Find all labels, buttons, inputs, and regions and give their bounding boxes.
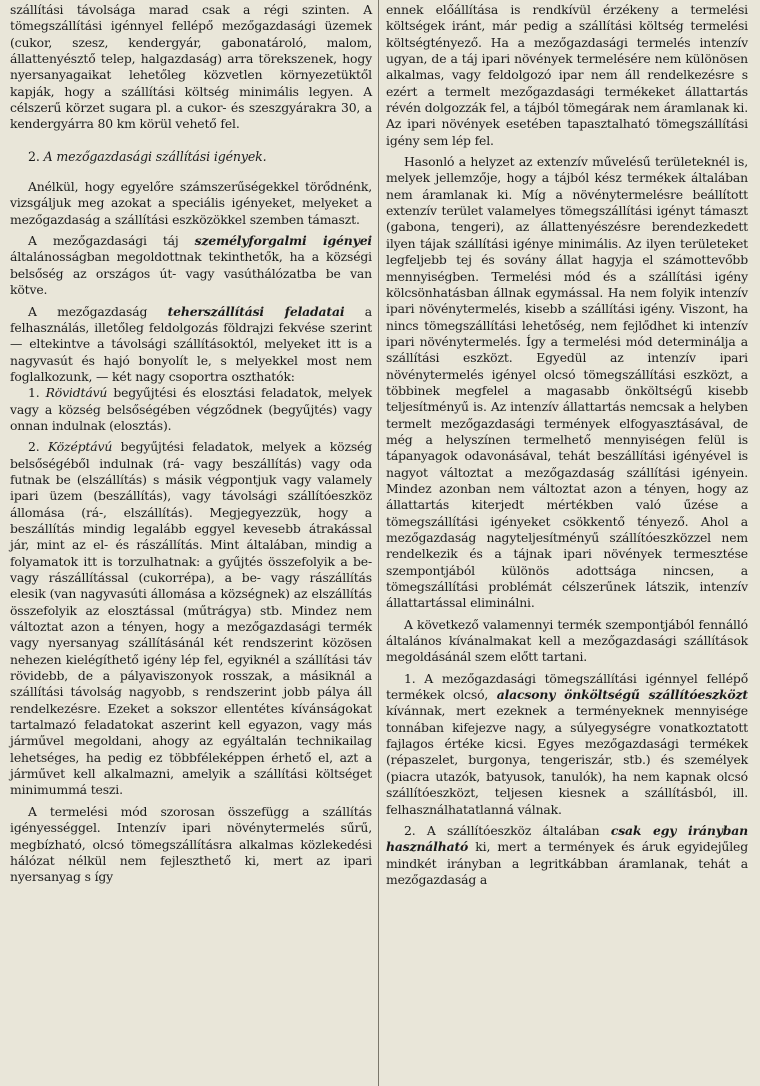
paragraph: Anélkül, hogy egyelőre számszerűségekkel törődnénk, vizsgáljuk meg azokat a speciális igényeket, melyeket a mezőgazdaság a szállítási eszközökkel szemben támaszt. — [10, 179, 372, 227]
text-run: kívánnak, mert ezeknek a terményeknek mennyisége tonnában kifejezve nagy, a súlyegységre vonatkoztatott fajlagos értéke kicsi. Egyes mezőgazdasági termékek (répaszelet, burgonya, tengeriszár, stb.) és személyek (piacra utazók, batyusok, tanulók), ha nem kapnak olcsó szállítóeszközt, teljesen kiesnek a szállításból, ill. felhasználhatatlanná válnak. — [386, 703, 748, 817]
emphasis: Rövidtávú — [45, 385, 108, 401]
emphasis: Középtávú — [47, 439, 113, 455]
list-item — [10, 385, 372, 434]
text-run: általánosságban megoldottnak tekinthetők, ha a községi belsőség az országos út- vagy vasúthálózatba be van kötve. — [10, 249, 372, 298]
paragraph — [10, 233, 372, 298]
text-run: begyűjtési és elosztási feladatok, melyek vagy a község belsőségében végződnek (begyűjtés) vagy onnan indulnak (elosztás). — [10, 385, 372, 433]
section-heading — [10, 149, 372, 165]
paragraph: A termelési mód szorosan összefügg a szállítás igényességgel. Intenzív ipari növénytermelés sűrű, megbízható, olcsó tömegszállításra alkalmas közlekedési hálózat nélkül nem fejleszthető ki, mert az ipari nyersanyag s így — [10, 803, 372, 885]
paragraph — [10, 304, 372, 386]
text-run: A mezőgazdasági táj — [28, 233, 195, 249]
paragraph: ennek előállítása is rendkívül érzékeny a termelési költségek iránt, már pedig a szállítási költség termelési költségtényező. Ha a mezőgazdasági termelés intenzív ugyan, de a táj ipari növények termelésére nem különösen alkalmas, vagy feldolgozó ipar nem áll rendelkezésre s ezért a termelt mezőgazdasági termékeket állattartás révén dolgozzák fel, a tájból tömegárak nem áramlanak ki. Az ipari növények esetében tapasztalható tömegszállítási igény sem lép fel. — [386, 2, 748, 148]
paragraph: A következő valamennyi termék szempontjából fennálló általános kívánalmakat kell a mezőgazdasági szállítások megoldásánál szem előtt tartani. — [386, 616, 748, 665]
emphasis: csak egy irányban használható — [386, 822, 748, 855]
emphasis: teherszállítási feladatai — [167, 303, 345, 319]
list-item — [10, 439, 372, 799]
paragraph: Hasonló a helyzet az extenzív művelésű területeknél is, melyek jellemzője, hogy a tájból kész termékek általában nem áramlanak ki. Míg a növénytermelésre beállított extenzív terület valamelyes tömegszállítási igényt támaszt (gabona, tengeri), az állattenyészésre berendezkedett ilyen tájak szállítási igénye minimális. Az ilyen területeket legfeljebb tej és sovány állat hagyja el számottevőbb mennyiségben. Termelési mód és a szállítási igény kölcsönhatásban állnak egymással. Ha nem folyik intenzív ipari növénytermelés, kisebb a szállítási igény. Viszont, ha nincs tömegszállítási lehetőség, nem fejlődhet ki intenzív ipari növénytermelés. Így a termelési mód determinálja a szállítási eszközt. Egyedül az intenzív ipari növénytermelés igényel olcsó tömegszállítási eszközt, a többinek megfelel a magasabb önköltségű kisebb teljesítményű is. Az intenzív állattartás nemcsak a helyben termelt mezőgazdasági termények elfogyasztásával, de még a helyszínen termelhető mennyiségen felül is tápanyagok odavonásával, tehát beszállítási igényével is nagyot változtat a mezőgazdaság szállítási igényein. Mindez azonban nem változtat azon a tényen, hogy az állattartás kiterjedt mértékben való űzése a tömegszállítási igényeket csökkentő tényező. Ahol a mezőgazdaság nagyteljesítményű szállítóeszközzel nem rendelkezik és a tájnak ipari növények termesztése szempontjából különös adottsága nincsen, a tömegszállítási problémát célszerűnek látszik, intenzív állattartással eliminálni. — [386, 154, 748, 611]
emphasis: alacsony önköltségű szállítóeszközt — [496, 687, 749, 703]
right-column — [386, 2, 748, 888]
text-run: 2. — [28, 439, 48, 455]
text-run: begyűjtési feladatok, melyek a község belsőségéből indulnak (rá- vagy beszállítás) vagy oda futnak be (elszállítás) s másik végpontjuk vagy valamely ipari üzem (beszállítás), vagy távolsági szállítóeszköz állomása (rá-, elszállítás). Megjegyezzük, hogy a beszállítás mindig legalább eggyel kevesebb átrakással jár, mint az el- és rászállítás. Mint általában, mindig a folyamatok itt is torzulhatnak: a gyűjtés összefolyik a be- vagy rászállítással (cukorrépa), a be- vagy rászállítás elesik (van nagyvasúti állomása a községnek) az elszállítás összefolyik az elosztással (műtrágya) stb. Mindez nem változtat azon a tényen, hogy a mezőgazdasági termék vagy nyersanyag szállításánál két rendszerint közösen nehezen kielégíthető igény lép fel, egyiknél a szállítási táv rövidebb, de a pályaviszonyok rosszak, a másiknál a szállítási távolság nagyobb, s rendszerint jobb pálya áll rendelkezésre. Ezeket a sokszor ellentétes kívánságokat tartalmazó feladatokat aszerint kell egyazon, vagy más járművel megoldani, ahogy az egyáltalán technikailag lehetséges, ha pedig ez többféleképpen érhető el, azt a járművet kell alkalmazni, amelyik a szállítási költséget minimummá teszi. — [10, 439, 373, 798]
column-divider — [378, 0, 379, 1086]
section-title: A mezőgazdasági szállítási igények. — [43, 148, 267, 164]
text-run: A mezőgazdaság — [28, 303, 168, 319]
text-run: 2. A szállítóeszköz általában — [404, 822, 611, 838]
list-item — [386, 671, 748, 818]
text-run: ki, mert a termények és áruk egyidejűleg mindkét irányban a legritkábban áramlanak, tehát a mezőgazdaság a — [386, 839, 748, 887]
left-column — [10, 2, 372, 886]
paragraph: szállítási távolsága marad csak a régi szinten. A tömegszállítási igénnyel fellépő mezőgazdasági üzemek (cukor, szesz, kendergyár, gabonatároló, malom, állattenyésztő telep, halgazdaság) arra törekszenek, hogy nyersanyagaikat lehetőleg közvetlen környezetüktől kapják, hogy a szállítási költség minimális legyen. A célszerű körzet sugara pl. a cukor- és szeszgyárakra 30, a kendergyárra 80 km körül vehető fel. — [10, 2, 372, 132]
emphasis: személyforgalmi igényei — [194, 233, 372, 249]
text-run: 1. A mezőgazdasági tömegszállítási igénnyel fellépő termékek olcsó, — [386, 670, 748, 703]
section-number: 2. — [28, 148, 40, 164]
list-item — [386, 823, 748, 888]
text-run: 1. — [28, 385, 46, 401]
text-run: a felhasználás, illetőleg feldolgozás földrajzi fekvése szerint — eltekintve a távolsági szállításoktól, melyeket itt is a nagyvasút és hajó bonyolít le, s melyekkel most nem foglalkozunk, — két nagy csoportra oszthatók: — [10, 303, 372, 384]
